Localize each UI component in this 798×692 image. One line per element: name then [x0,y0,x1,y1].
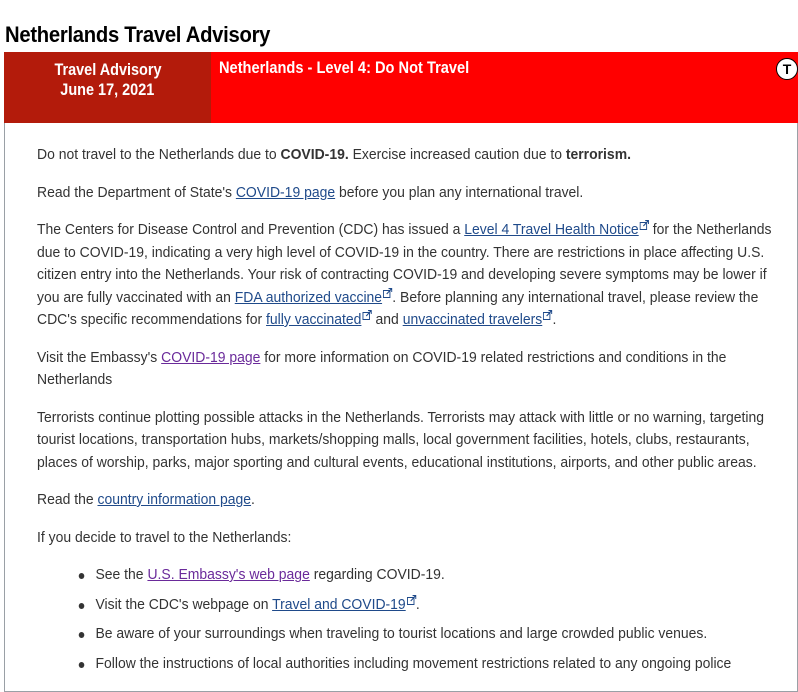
list-item: Be aware of your surroundings when traveling to tourist locations and large crowded public venues. [75,623,798,646]
external-link-icon [407,595,416,605]
risk-terrorism: terrorism. [565,146,631,163]
external-link-icon [640,220,649,230]
cdc-paragraph [37,219,790,332]
link-label: Level 4 Travel Health Notice [464,221,639,238]
terrorism-badge[interactable]: T [776,58,798,80]
advisory-date: June 17, 2021 [60,80,155,99]
text: The Centers for Disease Control and Prevention (CDC) has issued a [37,221,465,238]
text: . [415,595,420,613]
embassy-covid19-page-link[interactable]: COVID-19 page [161,348,261,366]
text: Exercise increased caution due to [348,146,566,163]
summary-paragraph [37,144,790,167]
if-you-travel-paragraph: If you decide to travel to the Netherlands: [37,528,292,546]
level4-health-notice-link[interactable] [464,221,649,238]
fda-vaccine-link[interactable] [235,289,393,306]
advisory-content [37,144,793,682]
text: for more information on COVID-19 related restrictions and conditions in the Netherlands [37,348,727,388]
link-label: FDA authorized vaccine [234,288,383,306]
text: See the [95,566,148,583]
text: . [251,491,255,508]
advisory-date-block [4,52,211,123]
text: regarding COVID-19. [309,566,445,583]
text: before you plan any international travel. [335,183,584,201]
link-label: Travel and COVID-19 [272,595,406,613]
text: . Before planning any international travel, please review the CDC's specific recommendations for [37,288,759,328]
list-item: Follow the instructions of local authorities including movement restrictions related to any ongoing police [75,653,798,676]
embassy-covid-paragraph [37,347,790,392]
advisory-header [4,52,798,123]
country-info-paragraph [37,489,790,512]
text: Visit the Embassy's [37,348,162,366]
external-link-icon [383,288,392,298]
unvaccinated-travelers-link[interactable] [403,311,553,328]
text: Read the [37,491,98,508]
external-link-icon [543,310,552,320]
external-link-icon [362,310,371,320]
travel-tips-list [37,564,793,675]
text: Read the Department of State's [37,183,236,201]
country-information-link[interactable]: country information page [97,491,252,508]
level-title-text: Netherlands - Level 4: Do Not Travel [219,58,470,77]
us-embassy-web-page-link[interactable]: U.S. Embassy's web page [147,566,310,583]
covid19-page-link[interactable]: COVID-19 page [235,183,336,201]
text: and [371,311,403,328]
link-label: unvaccinated travelers [402,311,543,328]
text: . [552,311,557,328]
fully-vaccinated-link[interactable] [266,311,372,328]
list-item [75,594,798,617]
link-label: fully vaccinated [266,311,362,328]
advisory-label: Travel Advisory [53,60,162,79]
state-covid-paragraph [37,182,790,205]
travel-and-covid19-link[interactable] [272,596,416,613]
terrorism-paragraph: Terrorists continue plotting possible attacks in the Netherlands. Terrorists may attack with little or no warning, targeting tourist locations, transportation hubs, markets/shopping malls, local government facilities, hotels, clubs, restaurants, places of worship, parks, major sporting and cultural events, educational institutions, airports, and other public areas. [37,408,765,471]
list-item [75,564,798,587]
risk-covid: COVID-19. [280,146,349,163]
advisory-level-title [211,52,798,123]
text: for the Netherlands due to COVID-19, indicating a very high level of COVID-19 in the country. There are restrictions in place affecting U.S. citizen entry into the Netherlands. Your risk of contracting COVID-19 and developing severe symptoms may be lower if you are fully vaccinated with an [37,221,772,306]
text: Visit the CDC's webpage on [95,595,273,613]
page-title: Netherlands Travel Advisory [5,21,271,47]
text: Do not travel to the Netherlands due to [37,146,281,163]
